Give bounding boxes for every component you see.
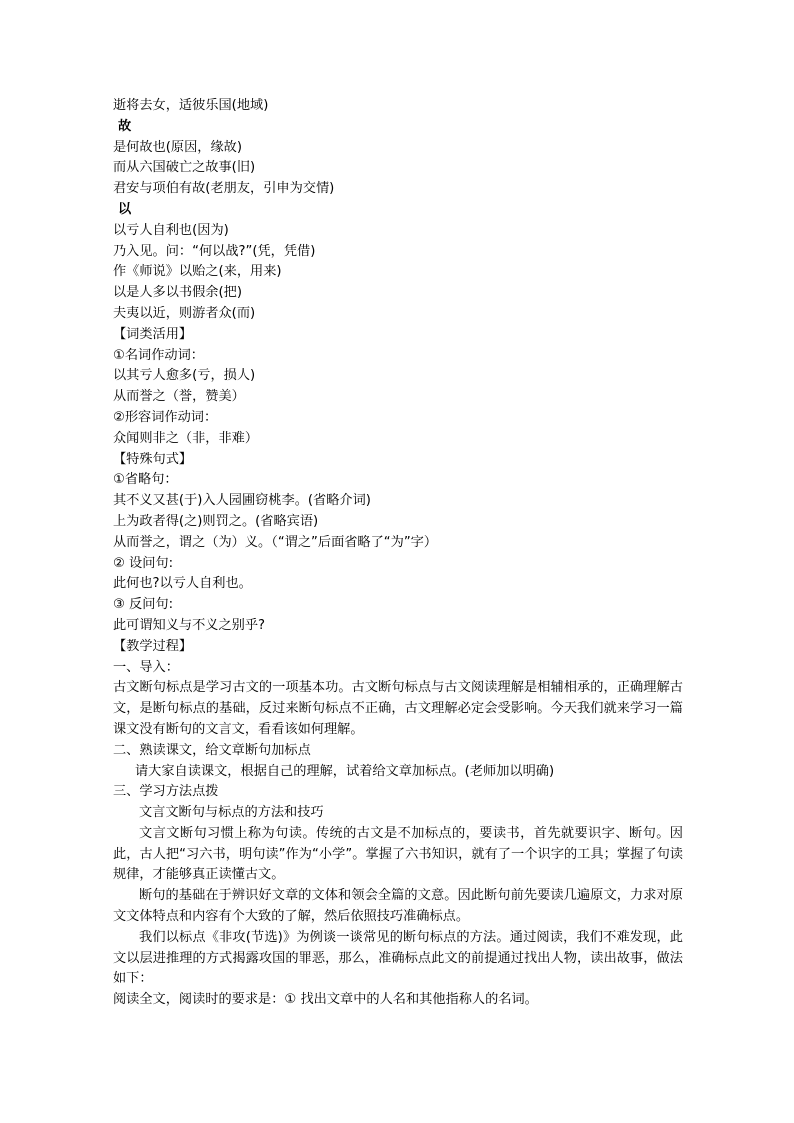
- text-line: 众闻则非之（非，非难）: [113, 430, 259, 446]
- document-body: [113, 96, 683, 1011]
- method-paragraph-3: 我们以标点《非攻(节选)》为例谈一谈常见的断句标点的方法。通过阅读，我们不难发现，此文以层进推理的方式揭露攻国的罪恶，那么，准确标点此文的前提通过找出人物，读出故事，做法如下：: [113, 929, 683, 987]
- word-heading-yi: 以: [118, 201, 132, 217]
- text-line: 从而誉之，谓之（为）义。（“谓之”后面省略了“为”字）: [113, 534, 438, 550]
- section-heading-word-class: 【词类活用】: [113, 326, 193, 342]
- intro-paragraph: 古文断句标点是学习古文的一项基本功。古文断句标点与古文阅读理解是相辅相承的，正确理解古文，是断句标点的基础，反过来断句标点不正确，古文理解必定会受影响。今天我们就来学习一篇课文没有断句的文言文，看看该如何理解。: [113, 680, 683, 737]
- word-heading-gu: 故: [118, 118, 132, 134]
- text-line: 以是人多以书假余(把): [113, 285, 242, 301]
- section-heading-special-sentences: 【特殊句式】: [113, 451, 193, 467]
- text-line: 夫夷以近，则游者众(而): [113, 305, 256, 321]
- text-line: ①名词作动词：: [113, 347, 204, 363]
- text-line: 从而誉之（誉，赞美）: [113, 389, 245, 405]
- section-heading-teaching-process: 【教学过程】: [113, 638, 193, 654]
- text-line: 乃入见。问：“何以战?”(凭，凭借): [113, 243, 316, 259]
- text-line: 此何也?以亏人自利也。: [113, 576, 252, 592]
- text-line: 君安与项伯有故(老朋友，引申为交情): [113, 181, 335, 197]
- text-line: 而从六国破亡之故事(旧): [113, 160, 256, 176]
- text-line: ①省略句：: [113, 472, 178, 488]
- section-heading-method: 三、学习方法点拨: [113, 784, 219, 800]
- text-line: ② 设问句:: [113, 555, 174, 571]
- text-line: 阅读全文，阅读时的要求是：① 找出文章中的人名和其他指称人的名词。: [113, 992, 538, 1008]
- text-line: 一、导入：: [113, 659, 179, 675]
- text-line: 以其亏人愈多(亏，损人): [113, 368, 256, 384]
- instruction-line: 请大家自读课文，根据自己的理解，试着给文章加标点。(老师加以明确): [135, 763, 555, 779]
- method-paragraph-2: 断句的基础在于辨识好文章的文体和领会全篇的文意。因此断句前先要读几遍原文，力求对原文文体特点和内容有个大致的了解，然后依照技巧准确标点。: [113, 888, 683, 925]
- text-line: 逝将去女，适彼乐国(地域): [113, 98, 269, 113]
- text-line: ③ 反问句:: [113, 597, 174, 613]
- section-heading-reading: 二、熟读课文，给文章断句加标点: [113, 742, 311, 758]
- text-line: 其不义又甚(于)入人园圃窃桃李。(省略介词): [113, 493, 371, 509]
- text-line: 以亏人自利也(因为): [113, 222, 229, 238]
- text-line: 此可谓知义与不义之别乎?: [113, 617, 266, 633]
- text-line: ②形容词作动词：: [113, 409, 218, 425]
- subheading: 文言文断句与标点的方法和技巧: [139, 805, 324, 821]
- text-line: 作《师说》以贻之(来，用来): [113, 264, 282, 280]
- text-line: 上为政者得(之)则罚之。(省略宾语): [113, 513, 319, 529]
- text-line: 是何故也(原因，缘故): [113, 139, 242, 155]
- method-paragraph-1: 文言文断句习惯上称为句读。传统的古文是不加标点的，要读书，首先就要识字、断句。因此，古人把“习六书，明句读”作为“小学”。掌握了六书知识，就有了一个识字的工具；掌握了句读规律，才能够真正读懂古文。: [113, 825, 683, 883]
